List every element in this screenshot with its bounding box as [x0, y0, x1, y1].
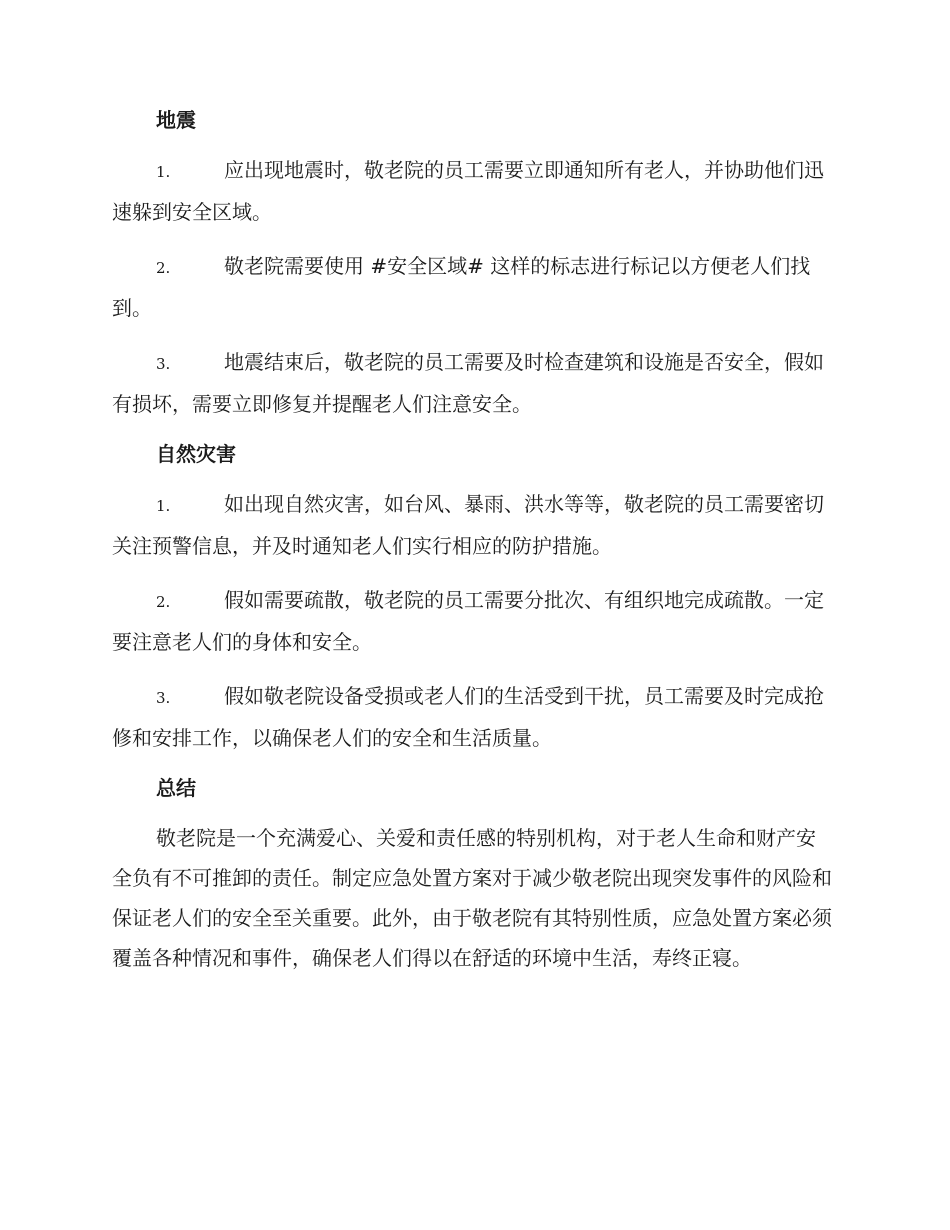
- item-text: 假如需要疏散，敬老院的员工需要分批次、有组织地完成疏散。一定要注意老人们的身体和安全。: [112, 588, 824, 654]
- item-number: 3.: [156, 355, 171, 373]
- list-item: [112, 150, 834, 232]
- item-text: 敬老院需要使用 #安全区域# 这样的标志进行标记以方便老人们找到。: [112, 254, 811, 320]
- item-text: 假如敬老院设备受损或老人们的生活受到干扰，员工需要及时完成抢修和安排工作，以确保老人们的安全和生活质量。: [112, 684, 824, 750]
- item-number: 2.: [156, 259, 171, 277]
- item-text: 如出现自然灾害，如台风、暴雨、洪水等等，敬老院的员工需要密切关注预警信息，并及时通知老人们实行相应的防护措施。: [112, 492, 824, 558]
- summary-paragraph: 敬老院是一个充满爱心、关爱和责任感的特别机构，对于老人生命和财产安全负有不可推卸的责任。制定应急处置方案对于减少敬老院出现突发事件的风险和保证老人们的安全至关重要。此外，由于敬老院有其特别性质，应急处置方案必须覆盖各种情况和事件，确保老人们得以在舒适的环境中生活，寿终正寝。: [112, 826, 832, 970]
- item-number: 1.: [156, 497, 171, 515]
- list-item: [112, 676, 834, 758]
- document-page: [112, 104, 834, 978]
- list-item: [112, 246, 834, 328]
- list-item: [112, 342, 834, 424]
- item-text: 地震结束后，敬老院的员工需要及时检查建筑和设施是否安全，假如有损坏，需要立即修复并提醒老人们注意安全。: [112, 350, 824, 416]
- section-heading-earthquake: 地震: [156, 108, 196, 132]
- item-number: 1.: [156, 163, 171, 181]
- item-number: 3.: [156, 689, 171, 707]
- section-heading-natural-disaster: 自然灾害: [156, 442, 236, 466]
- list-item: [112, 484, 834, 566]
- section-heading-summary: 总结: [156, 776, 196, 800]
- list-item: [112, 580, 834, 662]
- item-number: 2.: [156, 593, 171, 611]
- item-text: 应出现地震时，敬老院的员工需要立即通知所有老人，并协助他们迅速躲到安全区域。: [112, 158, 824, 224]
